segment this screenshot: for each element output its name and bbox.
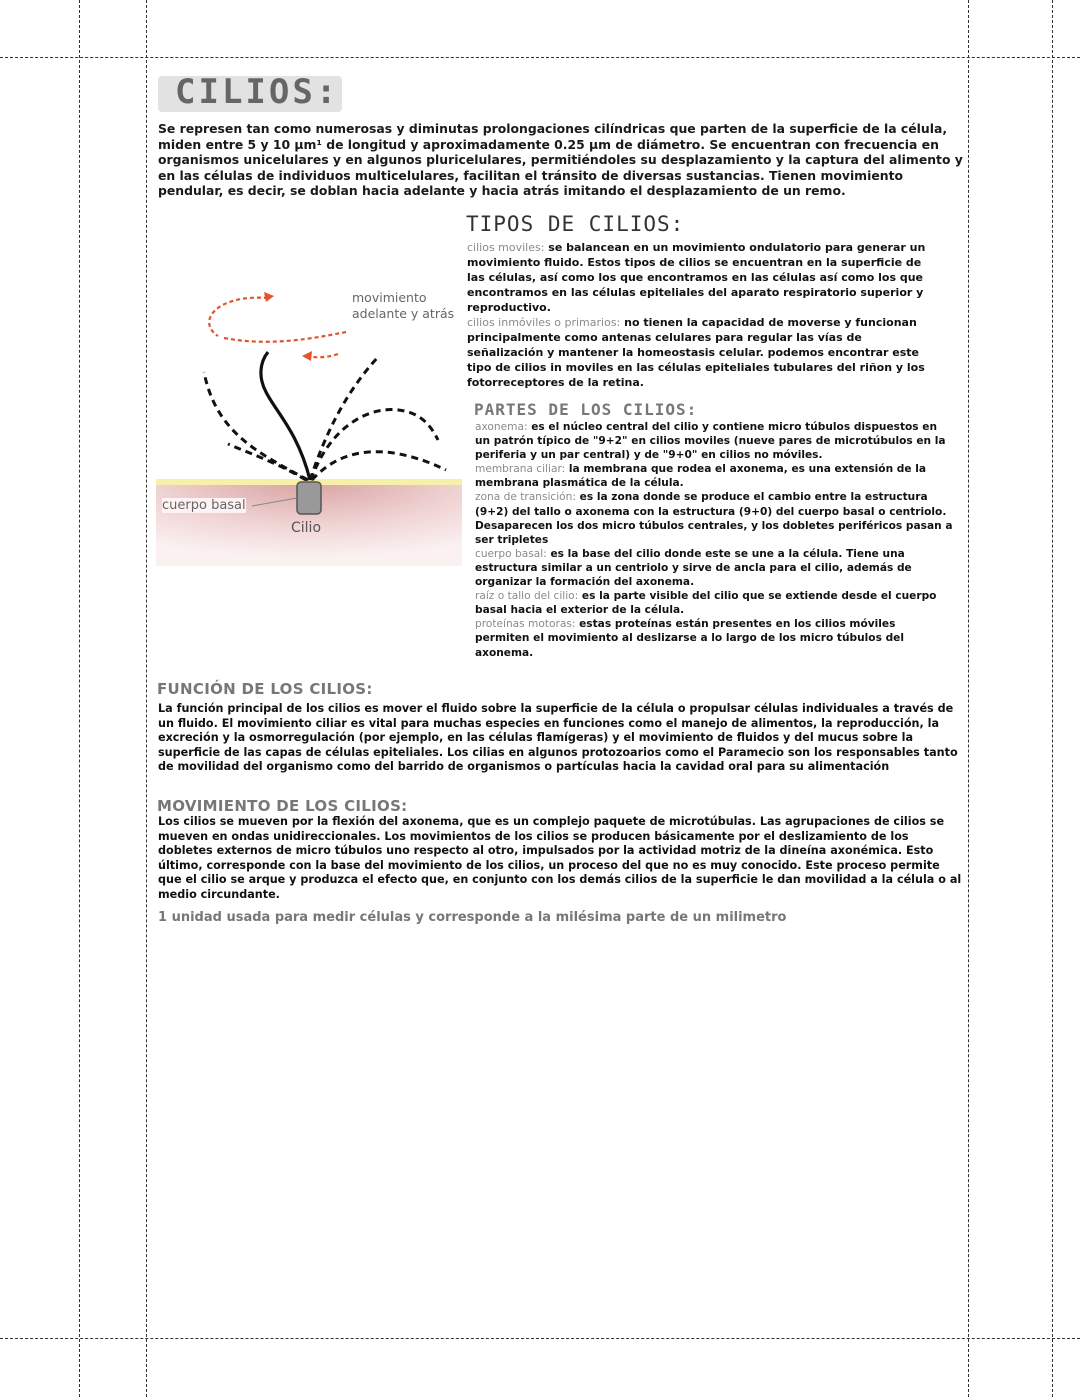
footnote: 1 unidad usada para medir células y corresponde a la milésima parte de un milimetro <box>158 910 787 925</box>
cilium-position-3 <box>311 410 438 480</box>
cuerpo-term: cuerpo basal: <box>475 547 547 560</box>
cilium-diagram <box>156 262 462 566</box>
function-heading: FUNCIÓN DE LOS CILIOS: <box>157 680 373 698</box>
proteinas-term: proteínas motoras: <box>475 618 576 631</box>
zona-term: zona de transición: <box>475 491 576 504</box>
types-heading: TIPOS DE CILIOS: <box>466 212 685 236</box>
movement-paragraph: Los cilios se mueven por la flexión del axonema, que es un complejo paquete de microtúbulas. Las agrupaciones de cilios se mueven en ondas unidireccionales. Los movimientos de los cilios se producen básicamente por el deslizamiento de los dobletes externos de micro túbulos uno respecto al otro, impulsados por la actividad motriz de la dineína axonémica. Esto último, corresponde con la base del movimiento de los cilios, un proceso del que no es muy conocido. Este proceso permite que el cilio se arque y produzca el efecto que, en conjunto con los demás cilios de la superficie le dan movilidad a la célula o al medio circundante. <box>158 815 962 901</box>
red-motion-arrow <box>209 298 346 358</box>
margin-line-left-1 <box>79 0 80 1397</box>
page-title: CILIOS: <box>175 72 340 112</box>
basal-body <box>297 482 321 514</box>
function-paragraph: La función principal de los cilios es mover el fluido sobre la superficie de la célula o propulsar células individuales a través de un fluido. El movimiento ciliar es vital para muchas especies en funciones como el manejo de alimentos, la reproducción, la excreción y la osmorregulación (por ejemplo, en las células flamígeras) y el movimiento de fluidos y del mucus sobre la superficie de las capas de células epiteliales. Los cilias en algunos protozoarios como el Paramecio son los responsables tanto de movilidad del organismo como del barrido de organismos o partículas hacia la cavidad oral para su alimentación <box>158 702 958 774</box>
movement-label: movimiento adelante y atrás <box>352 290 455 321</box>
cilium-label: Cilio <box>291 520 322 536</box>
cilium-position-5 <box>228 444 306 480</box>
immotile-term: cilios inmóviles o primarios: <box>467 316 621 329</box>
margin-line-left-2 <box>146 0 147 1397</box>
immotile-text: no tienen la capacidad de moverse y funcionan principalmente como antenas celulares para regular las vías de señalización y mantener la homeostasis celular. podemos encontrar este tipo de cilios in moviles en las células epiteliales tubulares del riñon y los fotorreceptores de la retina. <box>467 316 925 389</box>
proteinas-text: estas proteínas están presentes en los cilios móviles permiten el movimiento al deslizarse a lo largo de los micro túbulos del axonema. <box>475 618 904 659</box>
cilium-position-1 <box>204 372 308 480</box>
margin-line-right-2 <box>1052 0 1053 1397</box>
cilium-position-2 <box>310 357 378 480</box>
membrana-text: la membrana que rodea el axonema, es una extensión de la membrana plasmática de la célula. <box>475 463 927 490</box>
types-text <box>467 240 927 390</box>
margin-line-top <box>0 57 1080 58</box>
margin-line-right-1 <box>968 0 969 1397</box>
parts-heading: PARTES DE LOS CILIOS: <box>474 400 698 419</box>
axonema-term: axonema: <box>475 421 528 433</box>
zona-text: es la zona donde se produce el cambio entre la estructura (9+2) del tallo o axonema con la estructura (9+0) del cuerpo basal o centriolo. Desaparecen los dos micro túbulos centrales, y los dobletes periféricos pasan a ser tripletes <box>475 491 953 546</box>
motile-text: se balancean en un movimiento ondulatorio para generar un movimiento fluido. Estos tipos de cilios se encuentran en la superficie de las células, así como los que encontramos en las células así como los que encontramos en las células epiteliales del aparato respiratorio superior y reproductivo. <box>467 241 926 314</box>
raiz-term: raíz o tallo del cilio: <box>475 590 579 603</box>
parts-text <box>475 420 953 660</box>
cilium-position-4 <box>312 452 446 480</box>
basal-body-label: cuerpo basal <box>162 498 246 513</box>
axonema-text: es el núcleo central del cilio y contiene micro túbulos dispuestos en un patrón típico de "9+2" en cilios moviles (nueve pares de microtúbulos en la periferia y un par central) y de "9+0" en cilios no móviles. <box>475 421 946 462</box>
cuerpo-text: es la base del cilio donde este se une a la célula. Tiene una estructura similar a un centriolo y sirve de ancla para el cilio, además de organizar la formación del axonema. <box>475 547 912 589</box>
red-arrowhead-2 <box>302 351 312 361</box>
motile-term: cilios moviles: <box>467 241 545 254</box>
red-arrowhead <box>264 292 274 302</box>
movement-heading: MOVIMIENTO DE LOS CILIOS: <box>157 797 408 815</box>
raiz-text: es la parte visible del cilio que se extiende desde el cuerpo basal hacia el exterior de la célula. <box>475 590 937 617</box>
membrana-term: membrana ciliar: <box>475 463 566 476</box>
margin-line-bottom <box>0 1338 1080 1339</box>
intro-paragraph: Se represen tan como numerosas y diminutas prolongaciones cilíndricas que parten de la superficie de la célula, miden entre 5 y 10 µm¹ de longitud y aproximadamente 0.25 µm de diámetro. Se encuentran con frecuencia en organismos unicelulares y en algunos pluricelulares, permitiéndoles su desplazamiento y la captura del alimento y en las células de individuos multicelulares, facilitan el tránsito de diversas sustancias. Tienen movimiento pendular, es decir, se doblan hacia adelante y hacia atrás imitando el desplazamiento de un remo. <box>158 121 963 199</box>
